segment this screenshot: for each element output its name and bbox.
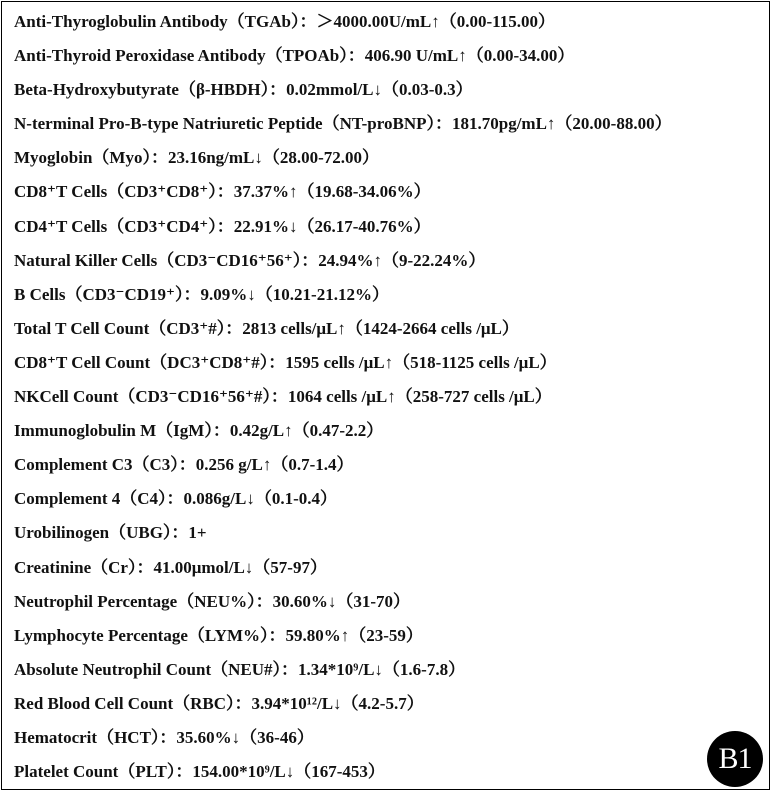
lab-result-line: Anti-Thyroglobulin Antibody（TGAb）：＞4000.00U/mL↑（0.00-115.00）: [14, 12, 555, 31]
lab-result-line: B Cells（CD3⁻CD19⁺）：9.09%↓（10.21-21.12%）: [14, 284, 389, 304]
lab-result-line: Red Blood Cell Count（RBC）：3.94*10¹²/L↓（4.2-5.7）: [14, 693, 424, 713]
lab-result-line: CD4⁺T Cells（CD3⁺CD4⁺）：22.91%↓（26.17-40.76%）: [14, 216, 431, 236]
lab-result-line: CD8⁺T Cells（CD3⁺CD8⁺）：37.37%↑（19.68-34.06%）: [14, 182, 431, 202]
lab-result-line: Neutrophil Percentage（NEU%）：30.60%↓（31-70）: [14, 591, 411, 611]
lab-result-line: Complement C3（C3）：0.256 g/L↑（0.7-1.4）: [14, 455, 354, 475]
lab-result-line: Absolute Neutrophil Count（NEU#）：1.34*10⁹/L↓（1.6-7.8）: [14, 659, 466, 679]
lab-result-line: Creatinine（Cr）：41.00μmol/L↓（57-97）: [14, 557, 327, 577]
panel-label-badge: B1: [707, 731, 763, 787]
lab-result-line: Lymphocyte Percentage（LYM%）：59.80%↑（23-59）: [14, 625, 423, 645]
lab-result-line: Immunoglobulin M（IgM）：0.42g/L↑（0.47-2.2）: [14, 421, 384, 441]
lab-result-line: Total T Cell Count（CD3⁺#）：2813 cells/μL↑（1424-2664 cells /μL）: [14, 318, 519, 338]
lab-result-line: NKCell Count（CD3⁻CD16⁺56⁺#）：1064 cells /μL↑（258-727 cells /μL）: [14, 387, 552, 407]
lab-result-line: Natural Killer Cells（CD3⁻CD16⁺56⁺）：24.94%↑（9-22.24%）: [14, 250, 486, 270]
lab-result-line: CD8⁺T Cell Count（DC3⁺CD8⁺#）：1595 cells /μL↑（518-1125 cells /μL）: [14, 352, 557, 372]
lab-result-line: Myoglobin（Myo）：23.16ng/mL↓（28.00-72.00）: [14, 148, 380, 168]
lab-result-line: N-terminal Pro-B-type Natriuretic Peptide（NT-proBNP）：181.70pg/mL↑（20.00-88.00）: [14, 114, 672, 134]
lab-result-line: Platelet Count（PLT）：154.00*10⁹/L↓（167-453）: [14, 762, 385, 782]
lab-result-line: Anti-Thyroid Peroxidase Antibody（TPOAb）：406.90 U/mL↑（0.00-34.00）: [14, 46, 575, 66]
lab-result-line: Beta-Hydroxybutyrate（β-HBDH）：0.02mmol/L↓（0.03-0.3）: [14, 80, 473, 100]
lab-results-panel: [1, 1, 770, 790]
lab-result-line: Complement 4（C4）：0.086g/L↓（0.1-0.4）: [14, 489, 337, 509]
lab-result-line: Hematocrit（HCT）：35.60%↓（36-46）: [14, 727, 314, 747]
lab-result-line: Urobilinogen（UBG）：1+: [14, 523, 207, 543]
lab-results-list: [14, 5, 766, 789]
